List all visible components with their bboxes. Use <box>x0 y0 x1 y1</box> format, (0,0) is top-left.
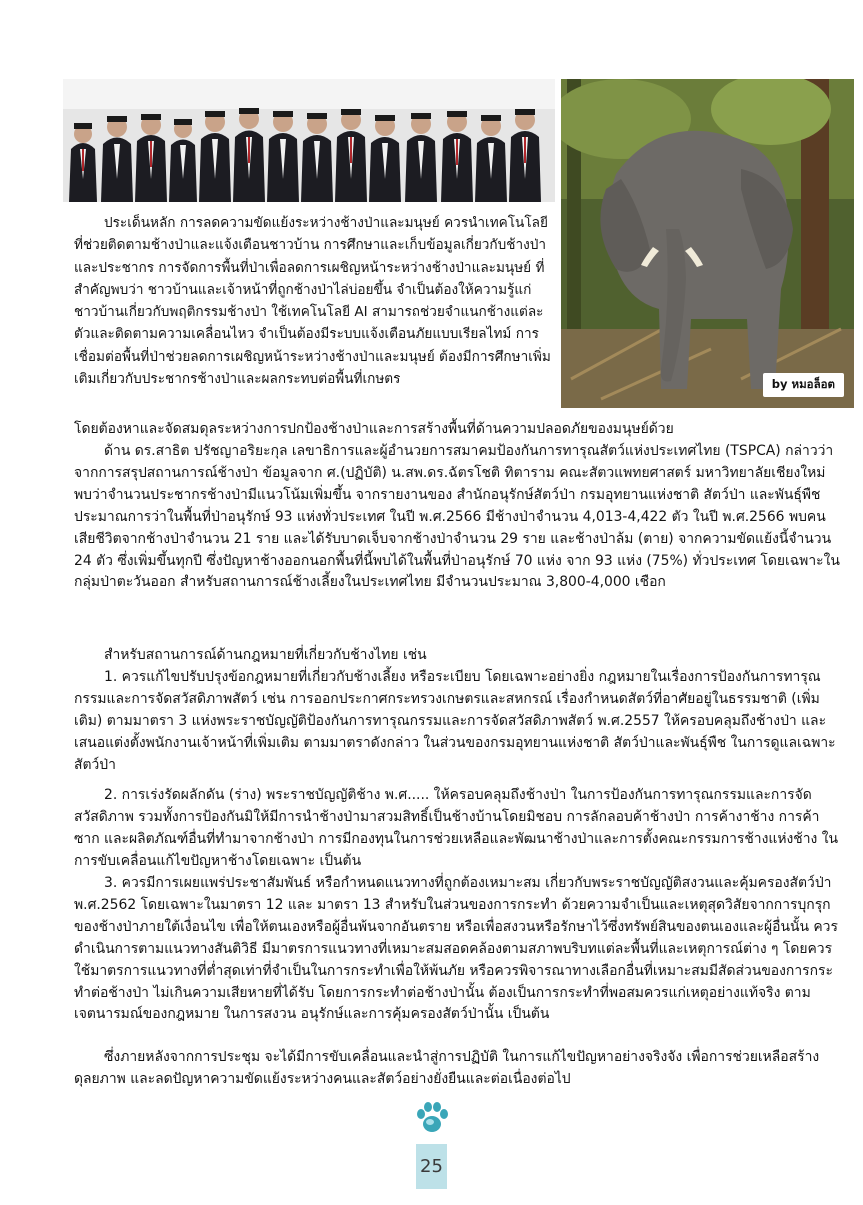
photo-credit: by หมอล็อต <box>763 373 844 397</box>
elephant-photo <box>561 79 854 408</box>
paragraph-intro-continued: โดยต้องหาและจัดสมดุลระหว่างการปกป้องช้างป่าและการสร้างพื้นที่ด้านความปลอดภัยของมนุษย์ด้วย <box>74 421 674 437</box>
paragraph-law-1: 1. ควรแก้ไขปรับปรุงข้อกฎหมายที่เกี่ยวกับช้างเลี้ยง หรือระเบียบ โดยเฉพาะอย่างยิ่ง กฎหมายในเรื่องการป้องกันการทารุณกรรมและการจัดสวัสดิภาพสัตว์ เช่น การออกประกาศกระทรวงเกษตรและสหกรณ์ เรื่องกำหนดสัตว์ที่อาศัยอยู่ในธรรมชาติ (เพิ่มเติม) ตามมาตรา 3 แห่งพระราชบัญญัติป้องกันการทารุณกรรมและการจัดสวัสดิภาพสัตว์ พ.ศ.2557 ให้ครอบคลุมถึงช้างป่า และเสนอแต่งตั้งพนักงานเจ้าหน้าที่เพิ่มเติม ตามมาตราดังกล่าว ในส่วนของกรมอุทยานแห่งชาติ สัตว์ป่าและพันธุ์พืช ในการดูแลเฉพาะสัตว์ป่า <box>74 669 836 773</box>
paw-print-icon <box>412 1097 452 1137</box>
page-number-text: 25 <box>420 1156 443 1177</box>
elephant-illustration <box>561 79 854 408</box>
paragraph-conclusion: ซึ่งภายหลังจากการประชุม จะได้มีการขับเคลื่อนและนำสู่การปฏิบัติ ในการแก้ไขปัญหาอย่างจริงจัง เพื่อการช่วยเหลือสร้างดุลยภาพ และลดปัญหาความขัดแย้งระหว่างคนและสัตว์อย่างยั่งยืนและต่อเนื่องต่อไป <box>74 1049 820 1087</box>
page-number <box>416 1144 447 1189</box>
paragraph-law-intro: สำหรับสถานการณ์ด้านกฎหมายที่เกี่ยวกับช้างไทย เช่น <box>104 647 427 663</box>
paragraph-situation: ด้าน ดร.สาธิต ปรัชญาอริยะกุล เลขาธิการและผู้อำนวยการสมาคมป้องกันการทารุณสัตว์แห่งประเทศไทย (TSPCA) กล่าวว่า จากการสรุปสถานการณ์ช้างป่า ข้อมูลจาก ศ.(ปฏิบัติ) น.สพ.ดร.ฉัตรโชติ ทิตาราม คณะสัตวแพทยศาสตร์ มหาวิทยาลัยเชียงใหม่ พบว่าจำนวนประชากรช้างป่ามีแนวโน้มเพิ่มขึ้น จากรายงานของ สำนักอนุรักษ์สัตว์ป่า กรมอุทยานแห่งชาติ สัตว์ป่า และพันธุ์พืช ประมาณการว่าในพื้นที่ป่าอนุรักษ์ 93 แห่งทั่วประเทศ ในปี พ.ศ.2566 มีช้างป่าจำนวน 4,013-4,422 ตัว ในปี พ.ศ.2566 พบคนเสียชีวิตจากช้างป่าจำนวน 21 ราย และได้รับบาดเจ็บจากช้างป่าจำนวน 29 ราย และช้างป่าล้ม (ตาย) จากความขัดแย้งนี้จำนวน 24 ตัว ซึ่งเพิ่มขึ้นทุกปี ซึ่งปัญหาช้างออกนอกพื้นที่นี้พบได้ในพื้นที่ป่าอนุรักษ์ 70 แห่ง จาก 93 แห่ง (75%) ทั่วประเทศ โดยเฉพาะในกลุ่มป่าตะวันออก สำหรับสถานการณ์ช้างเลี้ยงในประเทศไทย มีจำนวนประมาณ 3,800-4,000 เชือก <box>74 443 840 591</box>
group-photo <box>63 79 555 202</box>
paragraph-law-3: 3. ควรมีการเผยแพร่ประชาสัมพันธ์ หรือกำหนดแนวทางที่ถูกต้องเหมาะสม เกี่ยวกับพระราชบัญญัติสงวนและคุ้มครองสัตว์ป่า พ.ศ.2562 โดยเฉพาะในมาตรา 12 และ มาตรา 13 สำหรับในส่วนของการกระทำ ด้วยความจำเป็นและเหตุสุดวิสัยจากการบุกรุกของช้างป่าภายใต้เงื่อนไข เพื่อให้ตนเองหรือผู้อื่นพ้นจากอันตราย หรือเพื่อสงวนหรือรักษาไว้ซึ่งทรัพย์สินของตนเองและผู้อื่นนั้น ควรดำเนินการตามแนวทางสันติวิธี มีมาตรการแนวทางที่เหมาะสมสอดคล้องตามสภาพบริบทแต่ละพื้นที่และเหตุการณ์ต่าง ๆ โดยควรใช้มาตรการแนวทางที่ต่ำสุดเท่าที่จำเป็นในการกระทำเพื่อให้พ้นภัย หรือควรพิจารณาทางเลือกอื่นที่เหมาะสมมีสัดส่วนของการกระทำต่อช้างป่า ไม่เกินความเสียหายที่ได้รับ โดยการกระทำต่อช้างป่านั้น ต้องเป็นการกระทำที่พอสมควรแก่เหตุอย่างแท้จริง ตามเจตนารมณ์ของกฎหมาย ในการสงวน อนุรักษ์และการคุ้มครองสัตว์ป่านั้น เป็นต้น <box>74 875 838 1023</box>
paragraph-intro: ประเด็นหลัก การลดความขัดแย้งระหว่างช้างป่าและมนุษย์ ควรนำเทคโนโลยีที่ช่วยติดตามช้างป่าและแจ้งเตือนชาวบ้าน การศึกษาและเก็บข้อมูลเกี่ยวกับช้างป่าและประชากร การจัดการพื้นที่ป่าเพื่อลดการเผชิญหน้าระหว่างช้างป่าและมนุษย์ ที่สำคัญพบว่า ชาวบ้านและเจ้าหน้าที่ถูกช้างป่าไล่บ่อยขึ้น จำเป็นต้องให้ความรู้แก่ชาวบ้านเกี่ยวกับพฤติกรรมช้างป่า ใช้เทคโนโลยี AI สามารถช่วยจำแนกช้างแต่ละตัวและติดตามความเคลื่อนไหว จำเป็นต้องมีระบบแจ้งเตือนภัยแบบเรียลไทม์ การเชื่อมต่อพื้นที่ป่าช่วยลดการเผชิญหน้าระหว่างช้างป่าและมนุษย์ ต้องมีการศึกษาเพิ่มเติมเกี่ยวกับประชากรช้างป่าและผลกระทบต่อพื้นที่เกษตร <box>74 215 551 388</box>
paragraph-law-2: 2. การเร่งรัดผลักดัน (ร่าง) พระราชบัญญัติช้าง พ.ศ..... ให้ครอบคลุมถึงช้างป่า ในการป้องกันการทารุณกรรมและการจัดสวัสดิภาพ รวมทั้งการป้องกันมิให้มีการนำช้างป่ามาสวมสิทธิ์เป็นช้างบ้านโดยมิชอบ การลักลอบค้าช้างป่า การค้างาช้าง การค้าซาก และผลิตภัณฑ์อื่นที่ทำมาจากช้างป่า การมีกองทุนในการช่วยเหลือและพัฒนาช้างป่าและการตั้งคณะกรรมการช้างแห่งช้าง ในการขับเคลื่อนแก้ไขปัญหาช้างโดยเฉพาะ เป็นต้น <box>74 787 838 869</box>
group-photo-illustration <box>63 79 555 202</box>
